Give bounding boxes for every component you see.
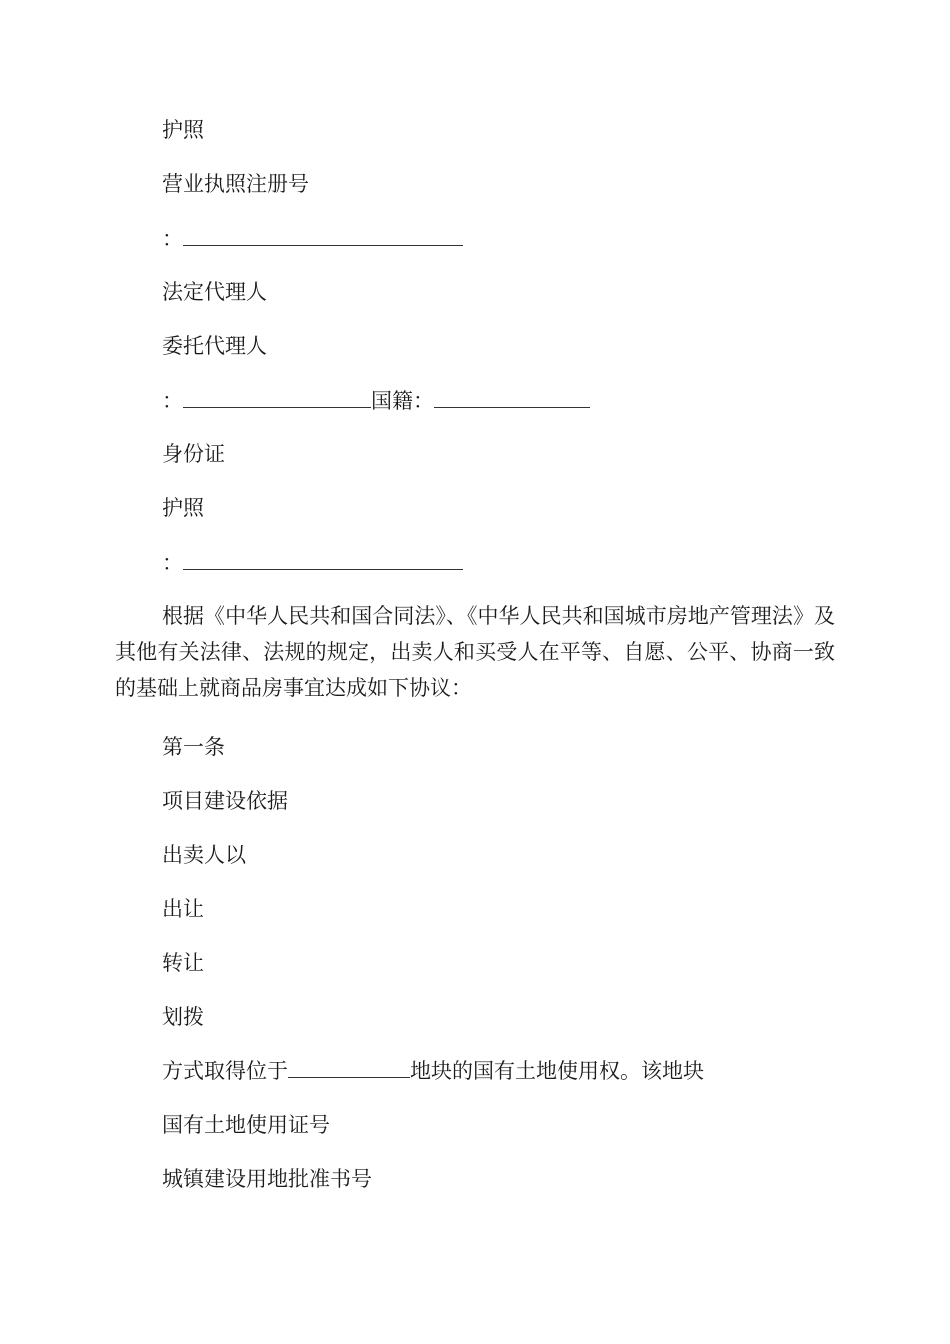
option-grant: 出让: [162, 897, 204, 921]
business-license-no-label: 营业执照注册号: [162, 172, 309, 196]
id-card-label: 身份证: [162, 442, 225, 466]
seller-by-text: 出卖人以: [162, 843, 246, 867]
project-basis-label: 项目建设依据: [162, 789, 288, 813]
option-allocation: 划拨: [162, 1005, 204, 1029]
blank-underline: [288, 1059, 410, 1078]
colon: ：: [162, 551, 183, 575]
colon: ：: [162, 227, 183, 251]
legal-agent-label: 法定代理人: [162, 280, 267, 304]
entrusted-agent-label: 委托代理人: [162, 334, 267, 358]
blank-underline: [434, 389, 590, 408]
acquire-prefix: 方式取得位于: [162, 1059, 288, 1083]
agent-nationality-field: [162, 386, 590, 416]
blank-underline: [183, 227, 463, 246]
blank-underline: [183, 551, 463, 570]
nationality-label: 国籍：: [371, 389, 434, 413]
option-transfer: 转让: [162, 951, 204, 975]
urban-land-approval-no-label: 城镇建设用地批准书号: [162, 1167, 372, 1191]
id-number-field: [162, 548, 463, 578]
article-heading: 第一条: [162, 735, 225, 759]
land-cert-no-label: 国有土地使用证号: [162, 1113, 330, 1137]
land-acquisition-line: [162, 1056, 704, 1086]
business-license-no-field: [162, 224, 463, 254]
intro-paragraph: 根据《中华人民共和国合同法》、《中华人民共和国城市房地产管理法》及其他有关法律、法规的规定，出卖人和买受人在平等、自愿、公平、协商一致的基础上就商品房事宜达成如下协议：: [115, 604, 835, 700]
acquire-suffix: 地块的国有土地使用权。该地块: [410, 1059, 704, 1083]
passport-label-1: 护照: [162, 118, 204, 142]
passport-label-2: 护照: [162, 496, 204, 520]
blank-underline: [183, 389, 371, 408]
colon: ：: [162, 389, 183, 413]
